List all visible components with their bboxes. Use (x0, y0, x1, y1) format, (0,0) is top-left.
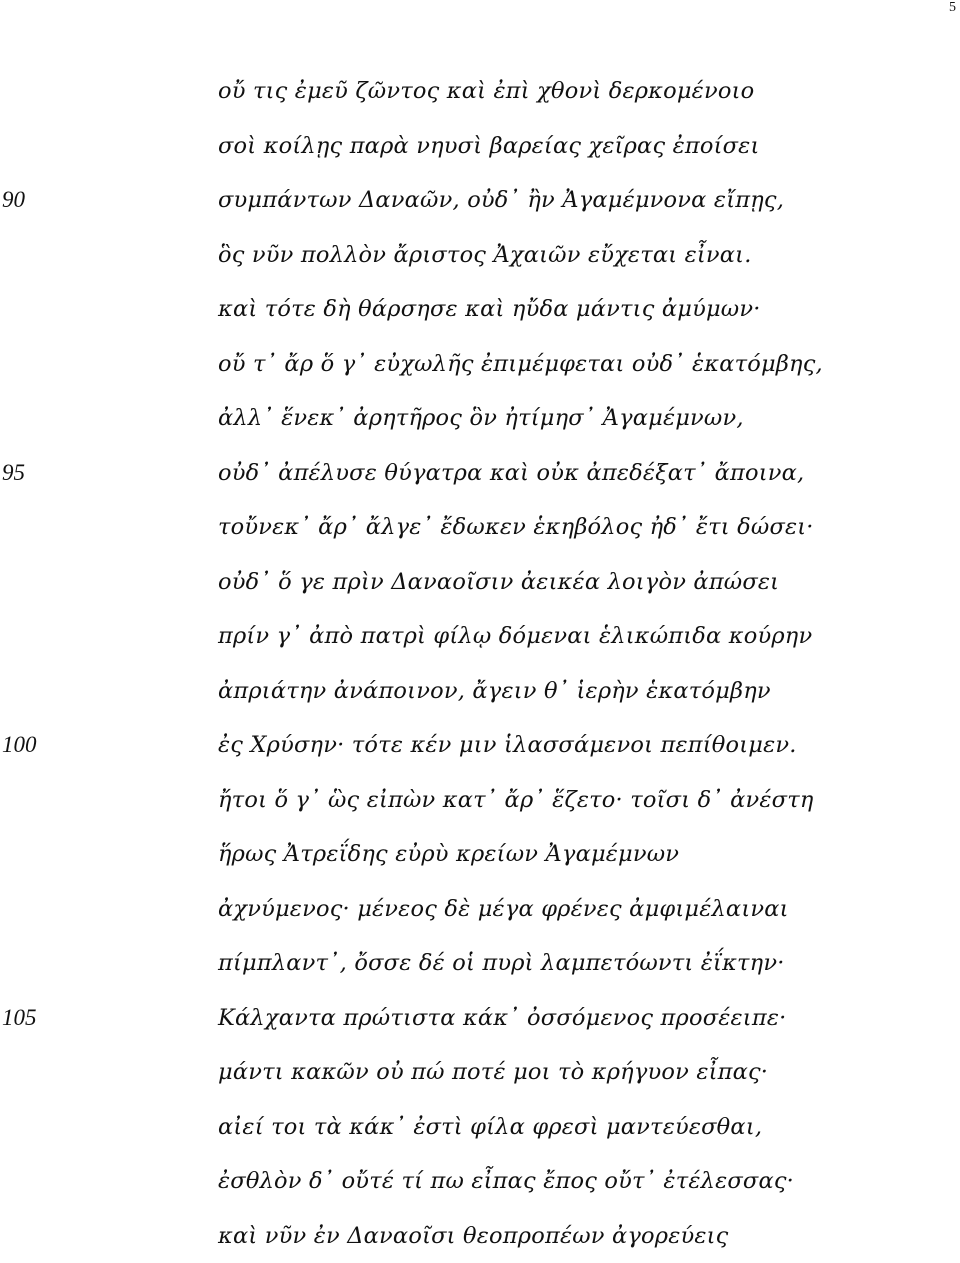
verse-text: συμπάντων Δαναῶν, οὐδ᾽ ἢν Ἀγαμέμνονα εἴπῃς, (218, 187, 784, 213)
verse-text: ἥρως Ἀτρεΐδης εὐρὺ κρείων Ἀγαμέμνων (218, 841, 679, 867)
verse-line (0, 173, 960, 228)
verse-line (0, 991, 960, 1046)
verse-text: Κάλχαντα πρώτιστα κάκ᾽ ὀσσόμενος προσέειπε· (218, 1005, 786, 1031)
verse-line (0, 500, 960, 555)
verse-line (0, 391, 960, 446)
verse-line (0, 337, 960, 392)
verse-text: πρίν γ᾽ ἀπὸ πατρὶ φίλῳ δόμεναι ἑλικώπιδα κούρην (218, 623, 812, 649)
line-number: 95 (2, 460, 62, 486)
page-number: 5 (949, 0, 956, 16)
verse-text: ὃς νῦν πολλὸν ἄριστος Ἀχαιῶν εὔχεται εἶναι. (218, 242, 752, 268)
verse-line (0, 609, 960, 664)
verse-text: καὶ τότε δὴ θάρσησε καὶ ηὔδα μάντις ἀμύμων· (218, 296, 761, 322)
verse-text: οὔ τ᾽ ἄρ ὅ γ᾽ εὐχωλῆς ἐπιμέμφεται οὐδ᾽ ἑκατόμβης, (218, 351, 823, 377)
verse-text: αἰεί τοι τὰ κάκ᾽ ἐστὶ φίλα φρεσὶ μαντεύεσθαι, (218, 1114, 762, 1140)
verse-line (0, 1209, 960, 1263)
verse-line (0, 228, 960, 283)
verse-line (0, 773, 960, 828)
verse-line (0, 1100, 960, 1155)
verse-line (0, 1154, 960, 1209)
poem-text (0, 64, 960, 1263)
verse-line (0, 1045, 960, 1100)
verse-text: οὐδ᾽ ἀπέλυσε θύγατρα καὶ οὐκ ἀπεδέξατ᾽ ἄποινα, (218, 460, 804, 486)
verse-text: ἐσθλὸν δ᾽ οὔτέ τί πω εἶπας ἔπος οὔτ᾽ ἐτέλεσσας· (218, 1168, 794, 1194)
line-number: 90 (2, 187, 62, 213)
verse-text: ἀχνύμενος· μένεος δὲ μέγα φρένες ἀμφιμέλαιναι (218, 896, 789, 922)
verse-text: σοὶ κοίλῃς παρὰ νηυσὶ βαρείας χεῖρας ἐποίσει (218, 133, 759, 159)
verse-line (0, 827, 960, 882)
line-number: 100 (2, 732, 62, 758)
verse-line (0, 718, 960, 773)
verse-text: πίμπλαντ᾽, ὄσσε δέ οἱ πυρὶ λαμπετόωντι ἐΐκτην· (218, 950, 785, 976)
verse-text: ἤτοι ὅ γ᾽ ὣς εἰπὼν κατ᾽ ἄρ᾽ ἕζετο· τοῖσι δ᾽ ἀνέστη (218, 787, 814, 813)
verse-text: οὐδ᾽ ὅ γε πρὶν Δαναοῖσιν ἀεικέα λοιγὸν ἀπώσει (218, 569, 779, 595)
verse-line (0, 64, 960, 119)
verse-line (0, 936, 960, 991)
verse-text: οὔ τις ἐμεῦ ζῶντος καὶ ἐπὶ χθονὶ δερκομένοιο (218, 78, 754, 104)
verse-line (0, 882, 960, 937)
verse-line (0, 119, 960, 174)
verse-text: μάντι κακῶν οὐ πώ ποτέ μοι τὸ κρήγυον εἶπας· (218, 1059, 768, 1085)
line-number: 105 (2, 1005, 62, 1031)
verse-text: τοὔνεκ᾽ ἄρ᾽ ἄλγε᾽ ἔδωκεν ἑκηβόλος ἠδ᾽ ἔτι δώσει· (218, 514, 814, 540)
verse-line (0, 664, 960, 719)
verse-text: καὶ νῦν ἐν Δαναοῖσι θεοπροπέων ἀγορεύεις (218, 1223, 728, 1249)
verse-line (0, 446, 960, 501)
verse-line (0, 555, 960, 610)
verse-text: ἀπριάτην ἀνάποινον, ἄγειν θ᾽ ἱερὴν ἑκατόμβην (218, 678, 771, 704)
verse-line (0, 282, 960, 337)
verse-text: ἐς Χρύσην· τότε κέν μιν ἱλασσάμενοι πεπίθοιμεν. (218, 732, 797, 758)
verse-text: ἀλλ᾽ ἕνεκ᾽ ἀρητῆρος ὃν ἠτίμησ᾽ Ἀγαμέμνων, (218, 405, 744, 431)
